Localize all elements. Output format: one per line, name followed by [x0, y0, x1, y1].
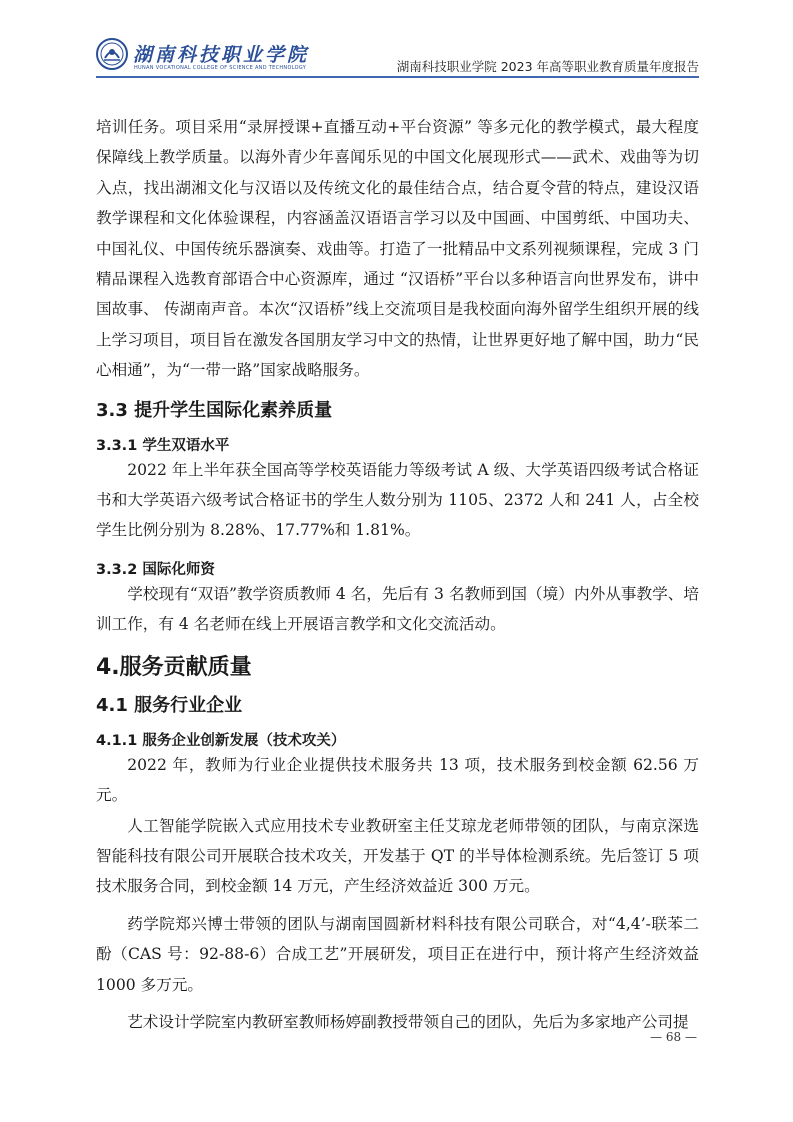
section-heading: 3.3 提升学生国际化素养质量: [96, 399, 333, 421]
college-logo-text: 湖南科技职业学院: [133, 44, 310, 66]
paragraph: 2022 年上半年获全国高等学校英语能力等级考试 A 级、大学英语四级考试合格证书和大学英语六级考试合格证书的学生人数分别为 1105、2372 人和 241 人，占全校学生比例分别为 8.28%、17.77%和 1.81%。: [96, 460, 699, 540]
report-title: 湖南科技职业学院 2023 年高等职业教育质量年度报告: [396, 59, 699, 74]
subsection-heading: 4.1.1 服务企业创新发展（技术攻关）: [96, 732, 346, 749]
paragraph: 人工智能学院嵌入式应用技术专业教研室主任艾琼龙老师带领的团队，与南京深选智能科技有限公司开展联合技术攻关，开发基于 QT 的半导体检测系统。先后签订 5 项技术服务合同，到校金额 14 万元，产生经济效益近 300 万元。: [96, 816, 699, 896]
header-rule: [96, 76, 699, 78]
page-number: — 68 —: [650, 1030, 697, 1044]
college-emblem-icon: [96, 38, 128, 70]
college-logo-subtitle: HUNAN VOCATIONAL COLLEGE OF SCIENCE AND TECHNOLOGY: [134, 65, 307, 71]
paragraph: 学校现有“双语”教学资质教师 4 名，先后有 3 名教师到国（境）内外从事教学、培训工作，有 4 名老师在线上开展语言教学和文化交流活动。: [96, 584, 699, 634]
paragraph: 2022 年，教师为行业企业提供技术服务共 13 项，技术服务到校金额 62.56 万元。: [96, 755, 699, 805]
paragraph: 药学院郑兴博士带领的团队与湖南国圆新材料科技有限公司联合，对“4,4’-联苯二酚（CAS 号：92-88-6）合成工艺”开展研发，项目正在进行中，预计将产生经济效益 1000 多万元。: [96, 914, 699, 994]
subsection-heading: 3.3.2 国际化师资: [96, 561, 215, 578]
paragraph: 培训任务。项目采用“录屏授课+直播互动+平台资源” 等多元化的教学模式，最大程度保障线上教学质量。以海外青少年喜闻乐见的中国文化展现形式——武术、戏曲等为切入点，找出湖湘文化与汉语以及传统文化的最佳结合点，结合夏令营的特点，建设汉语教学课程和文化体验课程，内容涵盖汉语语言学习以及中国画、中国剪纸、中国功夫、中国礼仪、中国传统乐器演奏、戏曲等。打造了一批精品中文系列视频课程，完成 3 门精品课程入选教育部语合中心资源库，通过 “汉语桥”平台以多种语言向世界发布，讲中国故事、 传湖南声音。本次“汉语桥”线上交流项目是我校面向海外留学生组织开展的线上学习项目，项目旨在激发各国朋友学习中文的热情，让世界更好地了解中国，助力“民心相通”，为“一带一路”国家战略服务。: [96, 118, 699, 380]
page-content: [96, 112, 699, 1037]
subsection-heading: 3.3.1 学生双语水平: [96, 437, 230, 454]
chapter-heading: 4.服务贡献质量: [96, 654, 252, 680]
page-header: [0, 0, 793, 80]
paragraph: 艺术设计学院室内教研室教师杨婷副教授带领自己的团队，先后为多家地产公司提: [127, 1012, 689, 1031]
section-heading: 4.1 服务行业企业: [96, 694, 243, 716]
